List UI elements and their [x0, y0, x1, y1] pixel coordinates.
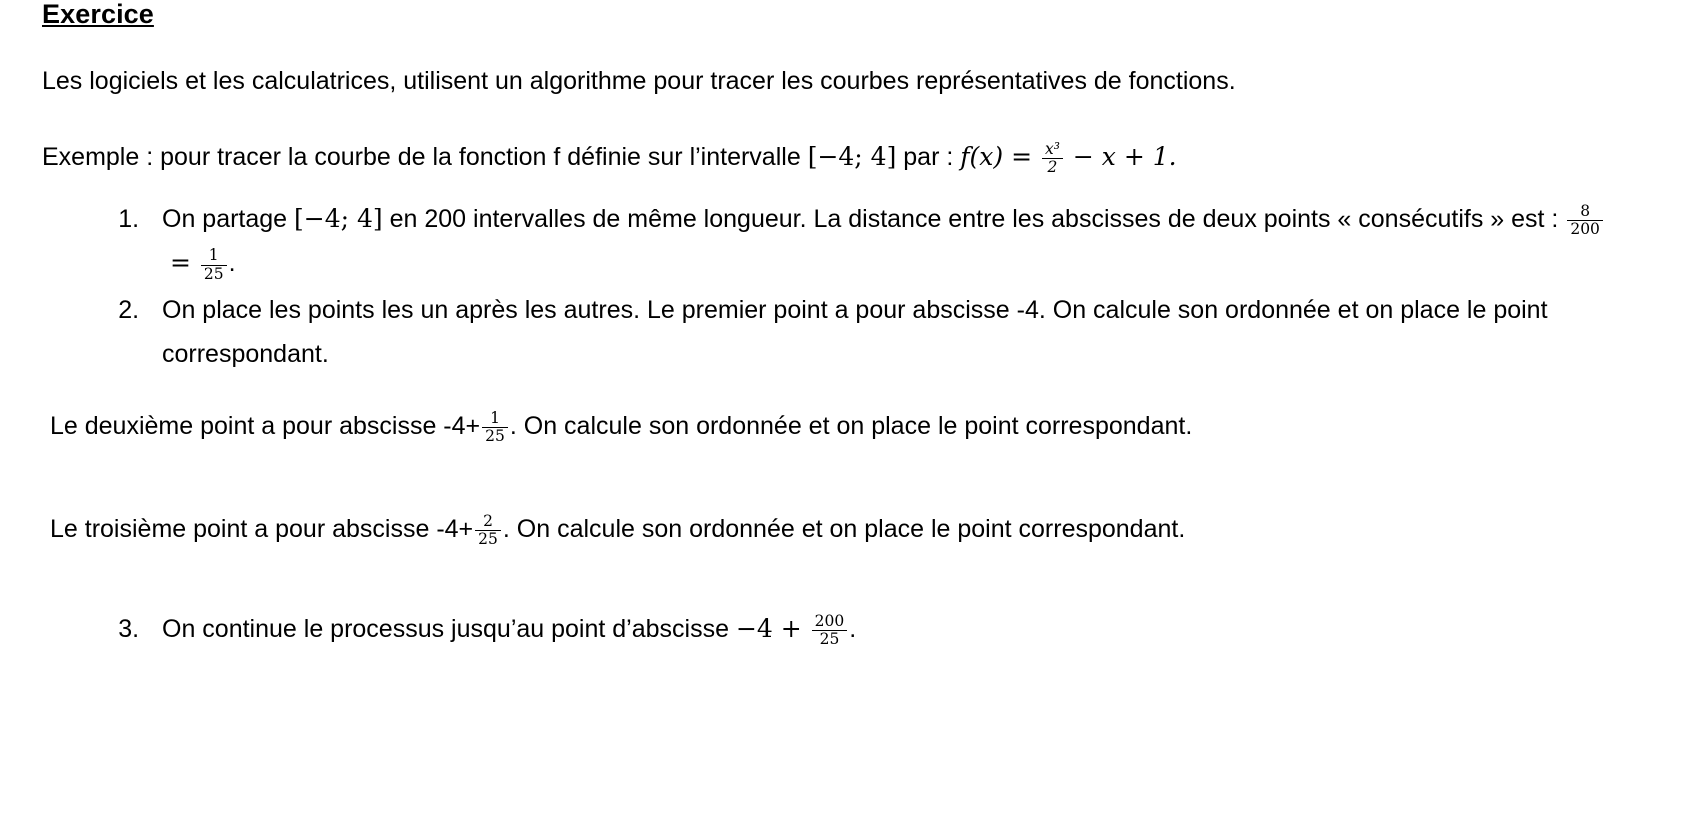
example-lead: Exemple : pour tracer la courbe de la fonction f définie sur l’intervalle — [42, 142, 808, 171]
step1-fraction-1-denominator: 200 — [1570, 220, 1600, 239]
second-point-fraction — [482, 410, 508, 446]
step3-part2: . — [849, 614, 857, 643]
list-item-step-2 — [146, 288, 1660, 377]
steps-list-first — [42, 197, 1660, 377]
example-equals: = — [1011, 141, 1033, 171]
third-point-paragraph — [42, 508, 1660, 551]
example-paragraph — [42, 135, 1660, 179]
step1-part2: en 200 intervalles de même longueur. La distance entre les abscisses de deux points « consécutifs » est : — [382, 204, 1566, 233]
third-point-part1: Le troisième point a pour abscisse -4+ — [50, 514, 474, 543]
step1-part3: . — [228, 249, 236, 278]
step2-text: On place les points les un après les autres. Le premier point a pour abscisse -4. On calcule son ordonnée et on place le point correspondant. — [162, 295, 1548, 369]
intro-paragraph: Les logiciels et les calculatrices, utilisent un algorithme pour tracer les courbes représentatives de fonctions. — [42, 66, 1236, 95]
step1-fraction-2-numerator: 1 — [201, 247, 227, 265]
example-fraction-denominator: 2 — [1047, 158, 1058, 177]
list-item-step-3 — [146, 607, 1660, 652]
step1-fraction-1 — [1567, 203, 1603, 239]
step3-fraction — [812, 613, 848, 649]
third-point-fraction-numerator: 2 — [475, 513, 501, 531]
step3-fraction-denominator: 25 — [819, 630, 840, 649]
example-fraction-numerator: x³ — [1042, 141, 1063, 159]
step1-fraction-2 — [201, 247, 227, 283]
step1-fraction-2-denominator: 25 — [203, 264, 224, 283]
second-point-paragraph — [42, 405, 1660, 448]
list-item-step-1 — [146, 197, 1660, 286]
step1-part1: On partage — [162, 204, 295, 233]
example-tail: − x + 1. — [1072, 141, 1177, 171]
third-point-fraction — [475, 513, 501, 549]
example-function-lhs: f(x) — [960, 141, 1004, 171]
second-point-part1: Le deuxième point a pour abscisse -4+ — [50, 411, 481, 440]
third-point-fraction-denominator: 25 — [478, 530, 498, 549]
page-title: Exercice — [42, 0, 154, 29]
step3-fraction-numerator: 200 — [812, 613, 848, 631]
third-point-part2: . On calcule son ordonnée et on place le point correspondant. — [502, 514, 1186, 543]
step1-fraction-1-numerator: 8 — [1567, 203, 1603, 221]
second-point-fraction-denominator: 25 — [485, 427, 505, 446]
example-middle: par : — [896, 142, 961, 171]
example-interval: [−4; 4] — [807, 141, 897, 171]
step3-expr-lead: −4 + — [735, 613, 802, 643]
example-fraction — [1042, 141, 1063, 177]
steps-list-second — [42, 607, 1660, 652]
second-point-part2: . On calcule son ordonnée et on place le point correspondant. — [509, 411, 1193, 440]
step3-part1: On continue le processus jusqu’au point d’abscisse — [162, 614, 736, 643]
second-point-fraction-numerator: 1 — [482, 410, 508, 428]
step1-equals: = — [169, 248, 191, 278]
step1-interval: [−4; 4] — [294, 203, 383, 233]
